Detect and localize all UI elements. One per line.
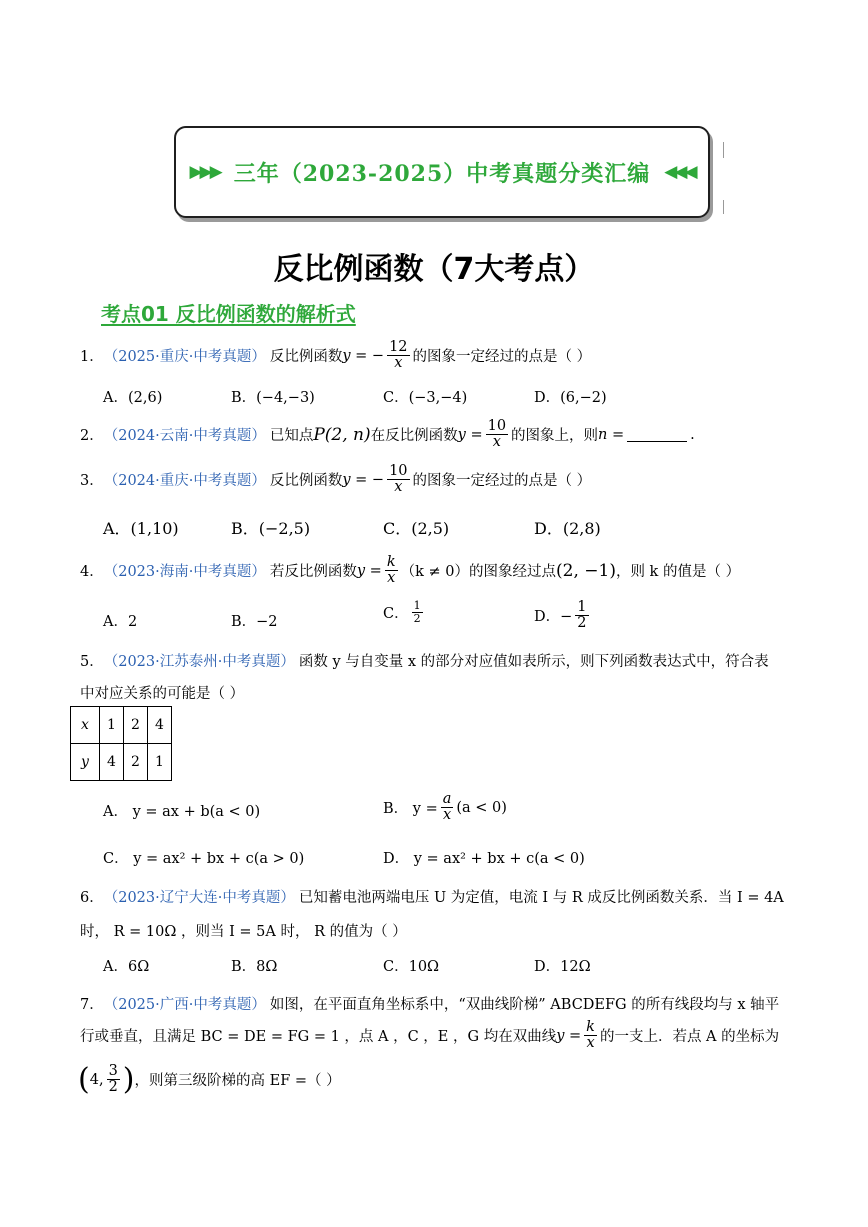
- point-label: P(2, n): [313, 424, 371, 445]
- option-d: D． y = ax² + bx + c(a < 0): [383, 851, 585, 867]
- point-label: (2, −1): [556, 560, 616, 581]
- formula-lhs: y =: [457, 426, 483, 443]
- formula-lhs: y =: [356, 562, 382, 579]
- option-d: D．12Ω: [534, 959, 591, 975]
- table-cell: 1: [100, 707, 124, 744]
- table-row: [71, 707, 172, 744]
- fraction-numerator: 12: [389, 339, 408, 355]
- option-d: D．(2,8): [534, 519, 601, 538]
- question-source: （2025·广西·中考真题）: [103, 997, 266, 1013]
- option-c: C．(−3,−4): [383, 390, 468, 406]
- option-c: [383, 600, 426, 624]
- question-text: 反比例函数: [269, 349, 343, 366]
- condition-text: （k ≠ 0）: [400, 564, 469, 581]
- question-number: 7．: [80, 997, 104, 1013]
- fraction-numerator: a: [442, 791, 452, 807]
- option-label: D．−: [534, 609, 573, 626]
- question-text: 已知蓄电池两端电压 U 为定值，电流 I 与 R 成反比例函数关系．当 I = 4A: [298, 890, 784, 906]
- question-text: 的图象经过点: [469, 564, 556, 581]
- right-arrows-icon: ▶▶▶: [189, 162, 220, 182]
- formula-lhs: y =: [556, 1027, 582, 1044]
- option-b: B．(−4,−3): [231, 390, 315, 406]
- question-7-line3: [78, 1061, 341, 1097]
- question-1: [80, 340, 591, 371]
- option-label: B． y =: [383, 801, 438, 818]
- fraction: [387, 340, 409, 371]
- question-number: 3．: [80, 473, 104, 490]
- answer-blank: [627, 427, 687, 442]
- margin-mark: [723, 200, 724, 214]
- fraction-numerator: 10: [487, 418, 507, 434]
- question-source: （2024·云南·中考真题）: [103, 428, 266, 445]
- banner-title: 三年（2023-2025）中考真题分类汇编: [233, 160, 651, 187]
- section-title: 考点01 反比例函数的解析式: [101, 302, 356, 326]
- question-text: 如图，在平面直角坐标系中，“双曲线阶梯” ABCDEFG 的所有线段均与 x 轴平: [269, 997, 780, 1013]
- question-3: [80, 464, 591, 495]
- question-source: （2023·辽宁大连·中考真题）: [103, 890, 295, 906]
- paren-open: (: [78, 1061, 90, 1097]
- left-arrows-icon: ◀◀◀: [664, 162, 695, 182]
- question-4: [80, 555, 740, 586]
- fraction-denominator: 2: [577, 615, 587, 632]
- option-d: D．(6,−2): [534, 390, 607, 406]
- fraction-numerator: 3: [108, 1063, 118, 1079]
- fraction-denominator: 2: [413, 611, 421, 625]
- option-c: C．(2,5): [383, 519, 450, 538]
- answer-variable: n =: [598, 426, 625, 443]
- table-cell: x: [71, 707, 100, 744]
- option-b: B．(−2,5): [231, 519, 311, 538]
- question-source: （2025·重庆·中考真题）: [103, 349, 266, 366]
- question-7: [80, 993, 779, 1014]
- table-row: [71, 744, 172, 781]
- question-5-line2: 中对应关系的可能是（ ）: [80, 686, 245, 702]
- question-number: 4．: [80, 564, 104, 581]
- fraction-denominator: x: [492, 434, 501, 451]
- question-source: （2023·江苏泰州·中考真题）: [103, 654, 295, 670]
- question-6: [80, 886, 784, 907]
- fraction-denominator: x: [394, 355, 403, 372]
- question-text: 的一支上．若点 A 的坐标为: [599, 1029, 780, 1046]
- option-a: A．2: [103, 614, 138, 630]
- table-cell: 4: [148, 707, 172, 744]
- option-a: A．6Ω: [103, 959, 150, 975]
- question-text: ，则第三级阶梯的高 EF =（ ）: [134, 1073, 341, 1090]
- question-text: 若反比例函数: [269, 564, 357, 581]
- table-cell: 1: [148, 744, 172, 781]
- fraction-denominator: 2: [108, 1079, 118, 1096]
- question-number: 6．: [80, 890, 104, 906]
- question-6-line2: 时， R = 10Ω ，则当 I = 5A 时， R 的值为（ ）: [80, 924, 407, 940]
- option-d: [534, 600, 592, 631]
- table-cell: 4: [100, 744, 124, 781]
- fraction: [412, 600, 423, 624]
- value-table: [70, 706, 172, 781]
- option-b: B．8Ω: [231, 959, 278, 975]
- question-text: 反比例函数: [269, 473, 343, 490]
- question-text: 函数 y 与自变量 x 的部分对应值如表所示，则下列函数表达式中，符合表: [298, 654, 769, 670]
- fraction-denominator: x: [586, 1035, 595, 1052]
- fraction-denominator: x: [394, 479, 403, 496]
- fraction-numerator: 1: [413, 599, 421, 612]
- question-source: （2024·重庆·中考真题）: [103, 473, 266, 490]
- question-2: [80, 419, 695, 450]
- option-condition: (a < 0): [456, 799, 507, 816]
- option-b: B．−2: [231, 614, 278, 630]
- question-text: 已知点: [269, 428, 314, 445]
- fraction: [107, 1064, 120, 1095]
- question-7-line2: [80, 1020, 779, 1051]
- formula-lhs: y = −: [342, 471, 385, 488]
- option-a: A．(2,6): [103, 390, 163, 406]
- paren-close: ): [122, 1061, 135, 1097]
- fraction: [486, 419, 508, 450]
- table-cell: y: [71, 744, 100, 781]
- question-number: 5．: [80, 654, 104, 670]
- option-c: C． y = ax² + bx + c(a > 0): [103, 851, 305, 867]
- question-source: （2023·海南·中考真题）: [103, 564, 266, 581]
- fraction-numerator: 1: [577, 599, 587, 615]
- formula-lhs: y = −: [342, 347, 385, 364]
- header-banner: [174, 126, 710, 218]
- question-text: 的图象一定经过的点是（ ）: [412, 473, 592, 490]
- question-end: .: [690, 426, 695, 443]
- fraction-denominator: x: [442, 807, 452, 824]
- option-a: A．(1,10): [103, 519, 179, 538]
- fraction: [575, 600, 588, 631]
- fraction: [387, 464, 409, 495]
- fraction-numerator: k: [586, 1019, 595, 1035]
- fraction: [441, 792, 454, 823]
- option-b: [383, 792, 507, 823]
- option-c: C．10Ω: [383, 959, 440, 975]
- fraction: [584, 1020, 597, 1051]
- table-cell: 2: [124, 744, 148, 781]
- fraction-denominator: x: [387, 570, 396, 587]
- fraction-numerator: 10: [389, 463, 408, 479]
- fraction: [385, 555, 398, 586]
- coord-prefix: 4,: [89, 1071, 104, 1088]
- option-a: A． y = ax + b(a < 0): [103, 804, 261, 820]
- fraction-numerator: k: [386, 554, 396, 570]
- question-number: 1．: [80, 349, 104, 366]
- option-label: C．: [383, 605, 409, 622]
- margin-mark: [723, 142, 724, 158]
- question-text: 行或垂直，且满足 BC = DE = FG = 1 ，点 A ，C ，E ，G 均在双曲线: [80, 1029, 557, 1046]
- question-number: 2．: [80, 428, 104, 445]
- banner-content: [189, 157, 694, 188]
- question-text: ，则 k 的值是（ ）: [615, 564, 741, 581]
- question-text: 在反比例函数: [370, 428, 458, 445]
- question-text: 的图象一定经过的点是（ ）: [412, 349, 592, 366]
- question-5: [80, 650, 769, 671]
- question-text: 的图象上，则: [511, 428, 599, 445]
- page-title: 反比例函数（7大考点）: [273, 252, 595, 287]
- table-cell: 2: [124, 707, 148, 744]
